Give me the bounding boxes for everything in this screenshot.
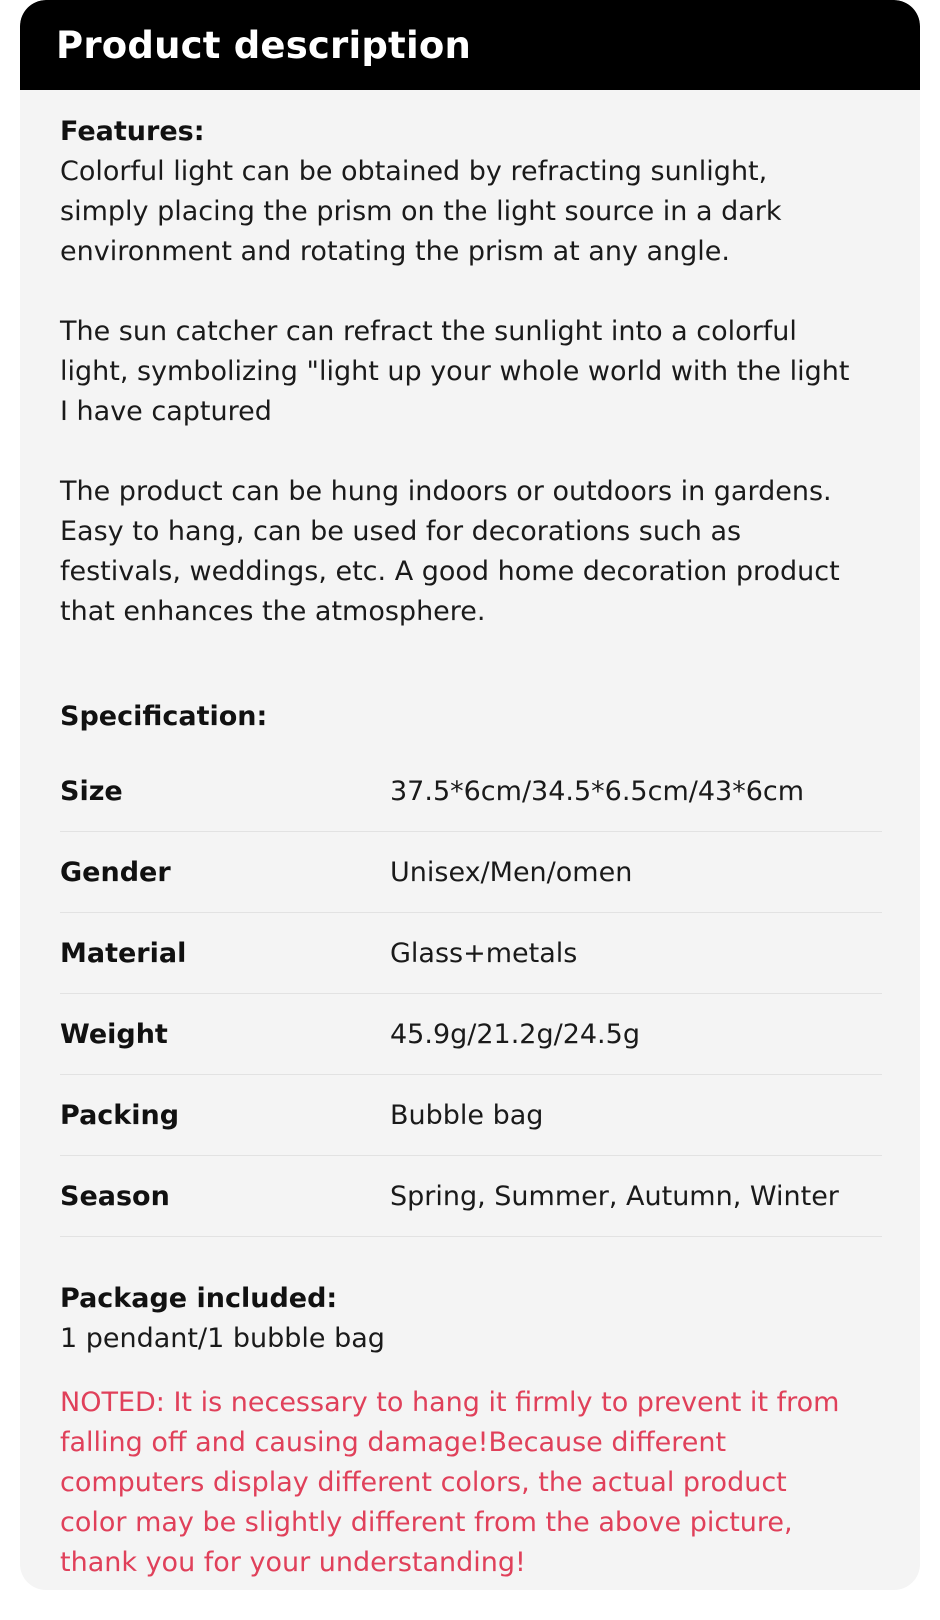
spec-key: Gender [60, 856, 171, 888]
spec-row-material [60, 913, 882, 994]
spec-value: Glass+metals [390, 937, 578, 969]
package-included-label: Package included: [60, 1283, 338, 1314]
package-included-content: 1 pendant/1 bubble bag [60, 1323, 385, 1354]
spec-row-gender [60, 832, 882, 913]
spec-value: 37.5*6cm/34.5*6.5cm/43*6cm [390, 775, 805, 807]
spec-key: Season [60, 1180, 170, 1212]
notice-line: thank you for your understanding! [60, 1547, 526, 1578]
features-paragraph-2 [60, 312, 882, 432]
description-content [20, 90, 920, 1583]
text-line: Colorful light can be obtained by refracting sunlight, [60, 156, 768, 187]
text-line: environment and rotating the prism at any angle. [60, 236, 731, 267]
text-line: The product can be hung indoors or outdoors in gardens. [60, 476, 832, 507]
text-line: festivals, weddings, etc. A good home decoration product [60, 556, 840, 587]
product-description-card [20, 0, 920, 1590]
card-header [20, 0, 920, 90]
notice-line: NOTED: It is necessary to hang it firmly to prevent it from [60, 1387, 840, 1418]
spec-row-weight [60, 994, 882, 1075]
notice-line: computers display different colors, the actual product [60, 1467, 787, 1498]
text-line: that enhances the atmosphere. [60, 596, 486, 627]
spec-value: Unisex/Men/omen [390, 856, 633, 888]
page-title: Product description [56, 23, 471, 67]
spec-key: Material [60, 937, 187, 969]
spec-value: 45.9g/21.2g/24.5g [390, 1018, 640, 1050]
text-line: I have captured [60, 396, 272, 427]
notice-line: falling off and causing damage!Because different [60, 1427, 727, 1458]
notice-text [60, 1383, 882, 1583]
text-line: light, symbolizing "light up your whole world with the light [60, 356, 850, 387]
spec-key: Size [60, 775, 123, 807]
features-section [60, 90, 882, 632]
text-line: simply placing the prism on the light source in a dark [60, 196, 782, 227]
features-label: Features: [60, 116, 205, 147]
spec-row-packing [60, 1075, 882, 1156]
spec-row-season [60, 1156, 882, 1237]
text-line: Easy to hang, can be used for decorations such as [60, 516, 742, 547]
features-paragraph-3 [60, 472, 882, 632]
spec-key: Weight [60, 1018, 168, 1050]
notice-line: color may be slightly different from the above picture, [60, 1507, 793, 1538]
spec-key: Packing [60, 1099, 180, 1131]
specification-label: Specification: [60, 701, 268, 732]
spec-row-size [60, 751, 882, 832]
specification-table [60, 751, 882, 1237]
spec-value: Spring, Summer, Autumn, Winter [390, 1180, 839, 1212]
text-line: The sun catcher can refract the sunlight into a colorful [60, 316, 797, 347]
spec-value: Bubble bag [390, 1099, 544, 1131]
features-paragraph-1 [60, 152, 882, 272]
